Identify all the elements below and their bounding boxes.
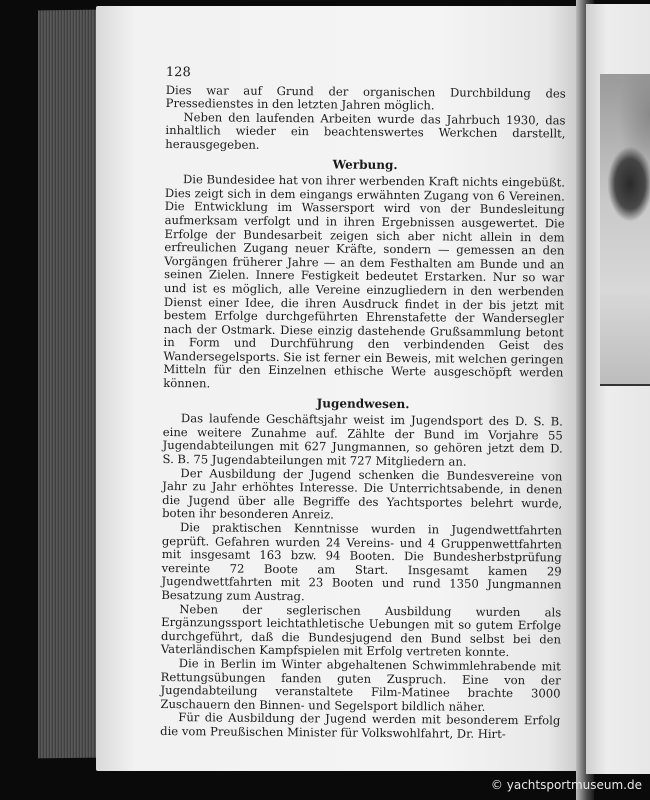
page-content <box>160 66 566 742</box>
jugend-paragraph-6: Für die Ausbildung der Jugend werden mit besonderem Erfolg die vom Preußischen Minister für Volkswohlfahrt, Dr. Hirt- <box>160 710 561 741</box>
intro-paragraph-2: Neben den laufenden Arbeiten wurde das Jahrbuch 1930, das inhaltlich wieder ein beachtenswertes Werkchen darstellt, herausgegeben. <box>165 109 566 152</box>
intro-paragraph-1: Dies war auf Grund der organischen Durchbildung des Pressedienstes in den letzten Jahren möglich. <box>165 82 566 113</box>
section-heading-jugendwesen: Jugendwesen. <box>316 395 410 411</box>
werbung-paragraph: Die Bundesidee hat von ihrer werbenden Kraft nichts eingebüßt. Dies zeigt sich in dem eingangs erwähnten Zugang von 6 Vereinen. Die Entwicklung im Wassersport wird von der Bundesleitung aufmerksam verfolgt und in ihren Ergebnissen ausgewertet. Die Erfolge der Bundesarbeit zeigen sich aber nicht allein in dem erfreulichen Zugang neuer Kräfte, sondern — gemessen an den Vorgängen früherer Jahre — an dem Festhalten am Bunde und an seinen Zielen. Innere Festigkeit bedeutet Erstarken. Nur so war und ist es möglich, alle Vereine einzugliedern in den werbenden Dienst einer Idee, die ihren Ausdruck findet in der bis jetzt mit bestem Erfolge durchgeführten Ehrenstafette der Wandersegler nach der Ostmark. Diese einzig dastehende Grußsammlung betont in Form und Durchführung den verbindenden Geist des Wandersegelsports. Sie ist ferner ein Beweis, mit welchen geringen Mitteln für den Einzelnen ethische Werte ausgeschöpft werden können. <box>163 172 566 391</box>
jugend-paragraph-4: Neben der seglerischen Ausbildung wurden als Ergänzungssport leichtathletische Uebungen mit so gutem Erfolge durchgeführt, daß die Bundesjugend den Bund selbst bei den Vaterländischen Kampfspielen mit Erfolg vertreten konnte. <box>160 601 562 660</box>
book-page-right <box>586 4 650 774</box>
photograph <box>600 74 650 386</box>
jugend-paragraph-1: Das laufende Geschäftsjahr weist im Jugendsport des D. S. B. eine weitere Zunahme auf. Zählte der Bund im Vorjahre 55 Jugendabteilungen mit 627 Jungmannen, so gehören jetzt dem D. S. B. 75 Jugendabteilungen mit 727 Mitgliedern an. <box>162 411 563 469</box>
section-heading-werbung: Werbung. <box>332 157 398 172</box>
jugend-paragraph-2: Der Ausbildung der Jugend schenken die Bundesvereine von Jahr zu Jahr erhöhtes Interesse. Die Unterrichtsabende, in denen die Jugend über alle Begriffe des Yachtsportes belehrt wurde, boten ihr besonderen Anreiz. <box>162 465 563 522</box>
book-page-left <box>96 6 586 771</box>
copyright-watermark: © yachtsportmuseum.de <box>490 778 642 792</box>
jugend-paragraph-3: Die praktischen Kenntnisse wurden in Jugendwettfahrten geprüft. Gefahren wurden 24 Vereins- und 4 Gruppenwettfahrten mit insgesamt 163 bzw. 94 Booten. Die Bundesherbstprüfung vereinte 72 Boote am Start. Insgesamt kamen 29 Jugendwettfahrten mit 23 Booten und rund 1350 Jungmannen Besatzung zum Austrag. <box>161 520 563 604</box>
page-number: 128 <box>165 65 191 81</box>
book-page-edges <box>38 10 100 759</box>
jugend-paragraph-5: Die in Berlin im Winter abgehaltenen Schwimmlehrabende mit Rettungsübungen fanden guten Zuspruch. Eine von der Jugendabteilung veranstaltete Film-Matinee brachte 3000 Zuschauern den Binnen- und Segelsport bildlich näher. <box>160 656 561 714</box>
